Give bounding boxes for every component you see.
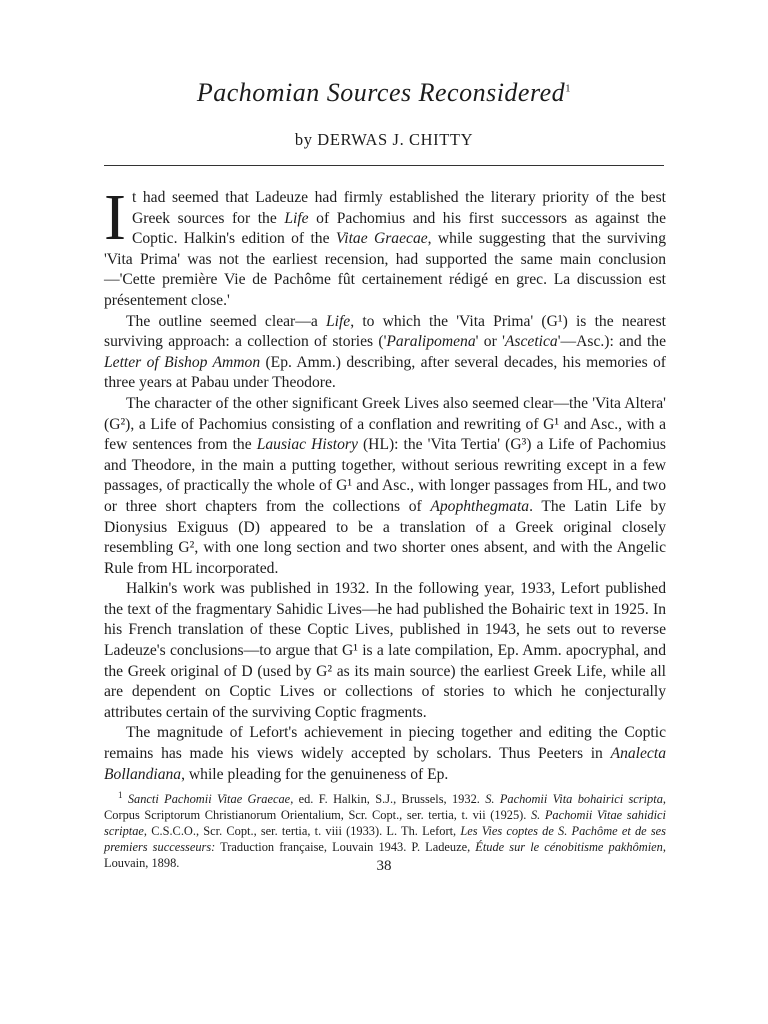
text-run: of Pachomius and his first successors as against the Coptic. Halkin's edition of the [131, 209, 666, 248]
text-run: , while pleading for the genuineness of Ep. [181, 765, 449, 783]
page-number: 38 [376, 858, 392, 874]
paragraph-1 [104, 181, 667, 312]
paragraph-2 [104, 312, 666, 394]
text-run: , ed. F. Halkin, S.J., Brussels, 1932. [290, 792, 486, 807]
italic-run: Life [284, 209, 309, 227]
italic-run: Les Vies coptes de S. Pachôme et de ses premiers successeurs: [104, 824, 666, 855]
text-run: (Ep. Amm.) describing, after several decades, his memories of three years at Pabau under Theodore. [104, 353, 666, 392]
text-run: The magnitude of Lefort's achievement in piecing together and editing the Coptic remains has made his views widely accepted by scholars. Thus Peeters in [104, 724, 666, 763]
text-run: '—Asc.): and the [557, 333, 666, 351]
text-run: ' or ' [475, 333, 505, 351]
title-footnote-mark: 1 [565, 82, 572, 95]
author-byline: by DERWAS J. CHITTY [294, 130, 474, 149]
italic-run: Vitae Graecae [335, 230, 428, 248]
italic-run: Apophthegmata [430, 497, 530, 515]
italic-run: Life [325, 312, 351, 330]
title-divider [104, 165, 664, 166]
text-run: . The Latin Life by Dionysius Exiguus (D) appeared to be a translation of a Greek original closely resembling G², with one long section and two shorter ones absent, and with the Angelic Rule from HL incorporated. [104, 497, 666, 577]
text-run: The outline seemed clear—a [126, 312, 326, 330]
title-text: Pachomian Sources Reconsidered [196, 78, 566, 107]
text-run: , Louvain, 1898. [104, 840, 666, 871]
italic-run: Paralipomena [386, 333, 476, 351]
article-title [0, 78, 768, 108]
paragraph-5 [104, 723, 666, 785]
italic-run: Étude sur le cénobitisme pakhômien [475, 840, 663, 855]
text-run: Traduction française, Louvain 1943. P. Ladeuze, [215, 840, 476, 855]
footnote-mark: 1 [118, 790, 123, 801]
text-run: , Corpus Scriptorum Christianorum Orientalium, Scr. Copt., ser. tertia, t. vii (1925). [104, 792, 666, 823]
text-run: The character of the other significant Greek Lives also seemed clear—the 'Vita Altera' (G²), a Life of Pachomius consisting of a conflation and rewriting of G¹ and Asc., with a few sentences from the [104, 394, 666, 454]
italic-run: S. Pachomii Vita bohairici scripta [485, 792, 663, 807]
paragraph-4: Halkin's work was published in 1932. In the following year, 1933, Lefort published the text of the fragmentary Sahidic Lives—he had published the Bohairic text in 1925. In his French translation of these Coptic Lives, published in 1943, he sets out to reverse Ladeuze's conclusions—to argue that G¹ is a late compilation, Ep. Amm. apocryphal, and the Greek original of D (used by G² as its main source) the earliest Greek Life, while all are dependent on Coptic Lives or collections of stories to which he conjecturally attributes certain of the surviving Coptic fragments. [104, 580, 666, 721]
article-body [104, 181, 667, 871]
italic-run: Analecta Bollandiana [104, 745, 666, 783]
text-run: t had seemed that Ladeuze had firmly established the literary priority of the best Greek sources for the [131, 189, 666, 227]
paragraph-3 [104, 394, 666, 579]
italic-run: Lausiac History [256, 436, 358, 454]
text-run: (HL): the 'Vita Tertia' (G³) a Life of Pachomius and Theodore, in the main a putting together, without serious rewriting except in a few passages, of practically the whole of G¹ and Asc., with longer passages from HL, and two or three short chapters from the collections of [104, 436, 666, 515]
drop-cap: I [104, 181, 126, 254]
italic-run: S. Pachomii Vitae sahidici scriptae [104, 808, 666, 839]
text-run: , to which the 'Vita Prima' (G¹) is the nearest surviving approach: a collection of stories (' [104, 312, 666, 351]
text-run: , C.S.C.O., Scr. Copt., ser. tertia, t. viii (1933). L. Th. Lefort, [143, 824, 461, 839]
italic-run: Ascetica [504, 333, 558, 351]
text-run: , while suggesting that the surviving 'Vita Prima' was not the earliest recension, had supported the same main conclusion—'Cette première Vie de Pachôme fût certainement rédigé en grec. La discussion est présentement close.' [104, 230, 667, 309]
italic-run: Letter of Bishop Ammon [104, 353, 261, 371]
italic-run: Sancti Pachomii Vitae Graecae [127, 792, 291, 807]
